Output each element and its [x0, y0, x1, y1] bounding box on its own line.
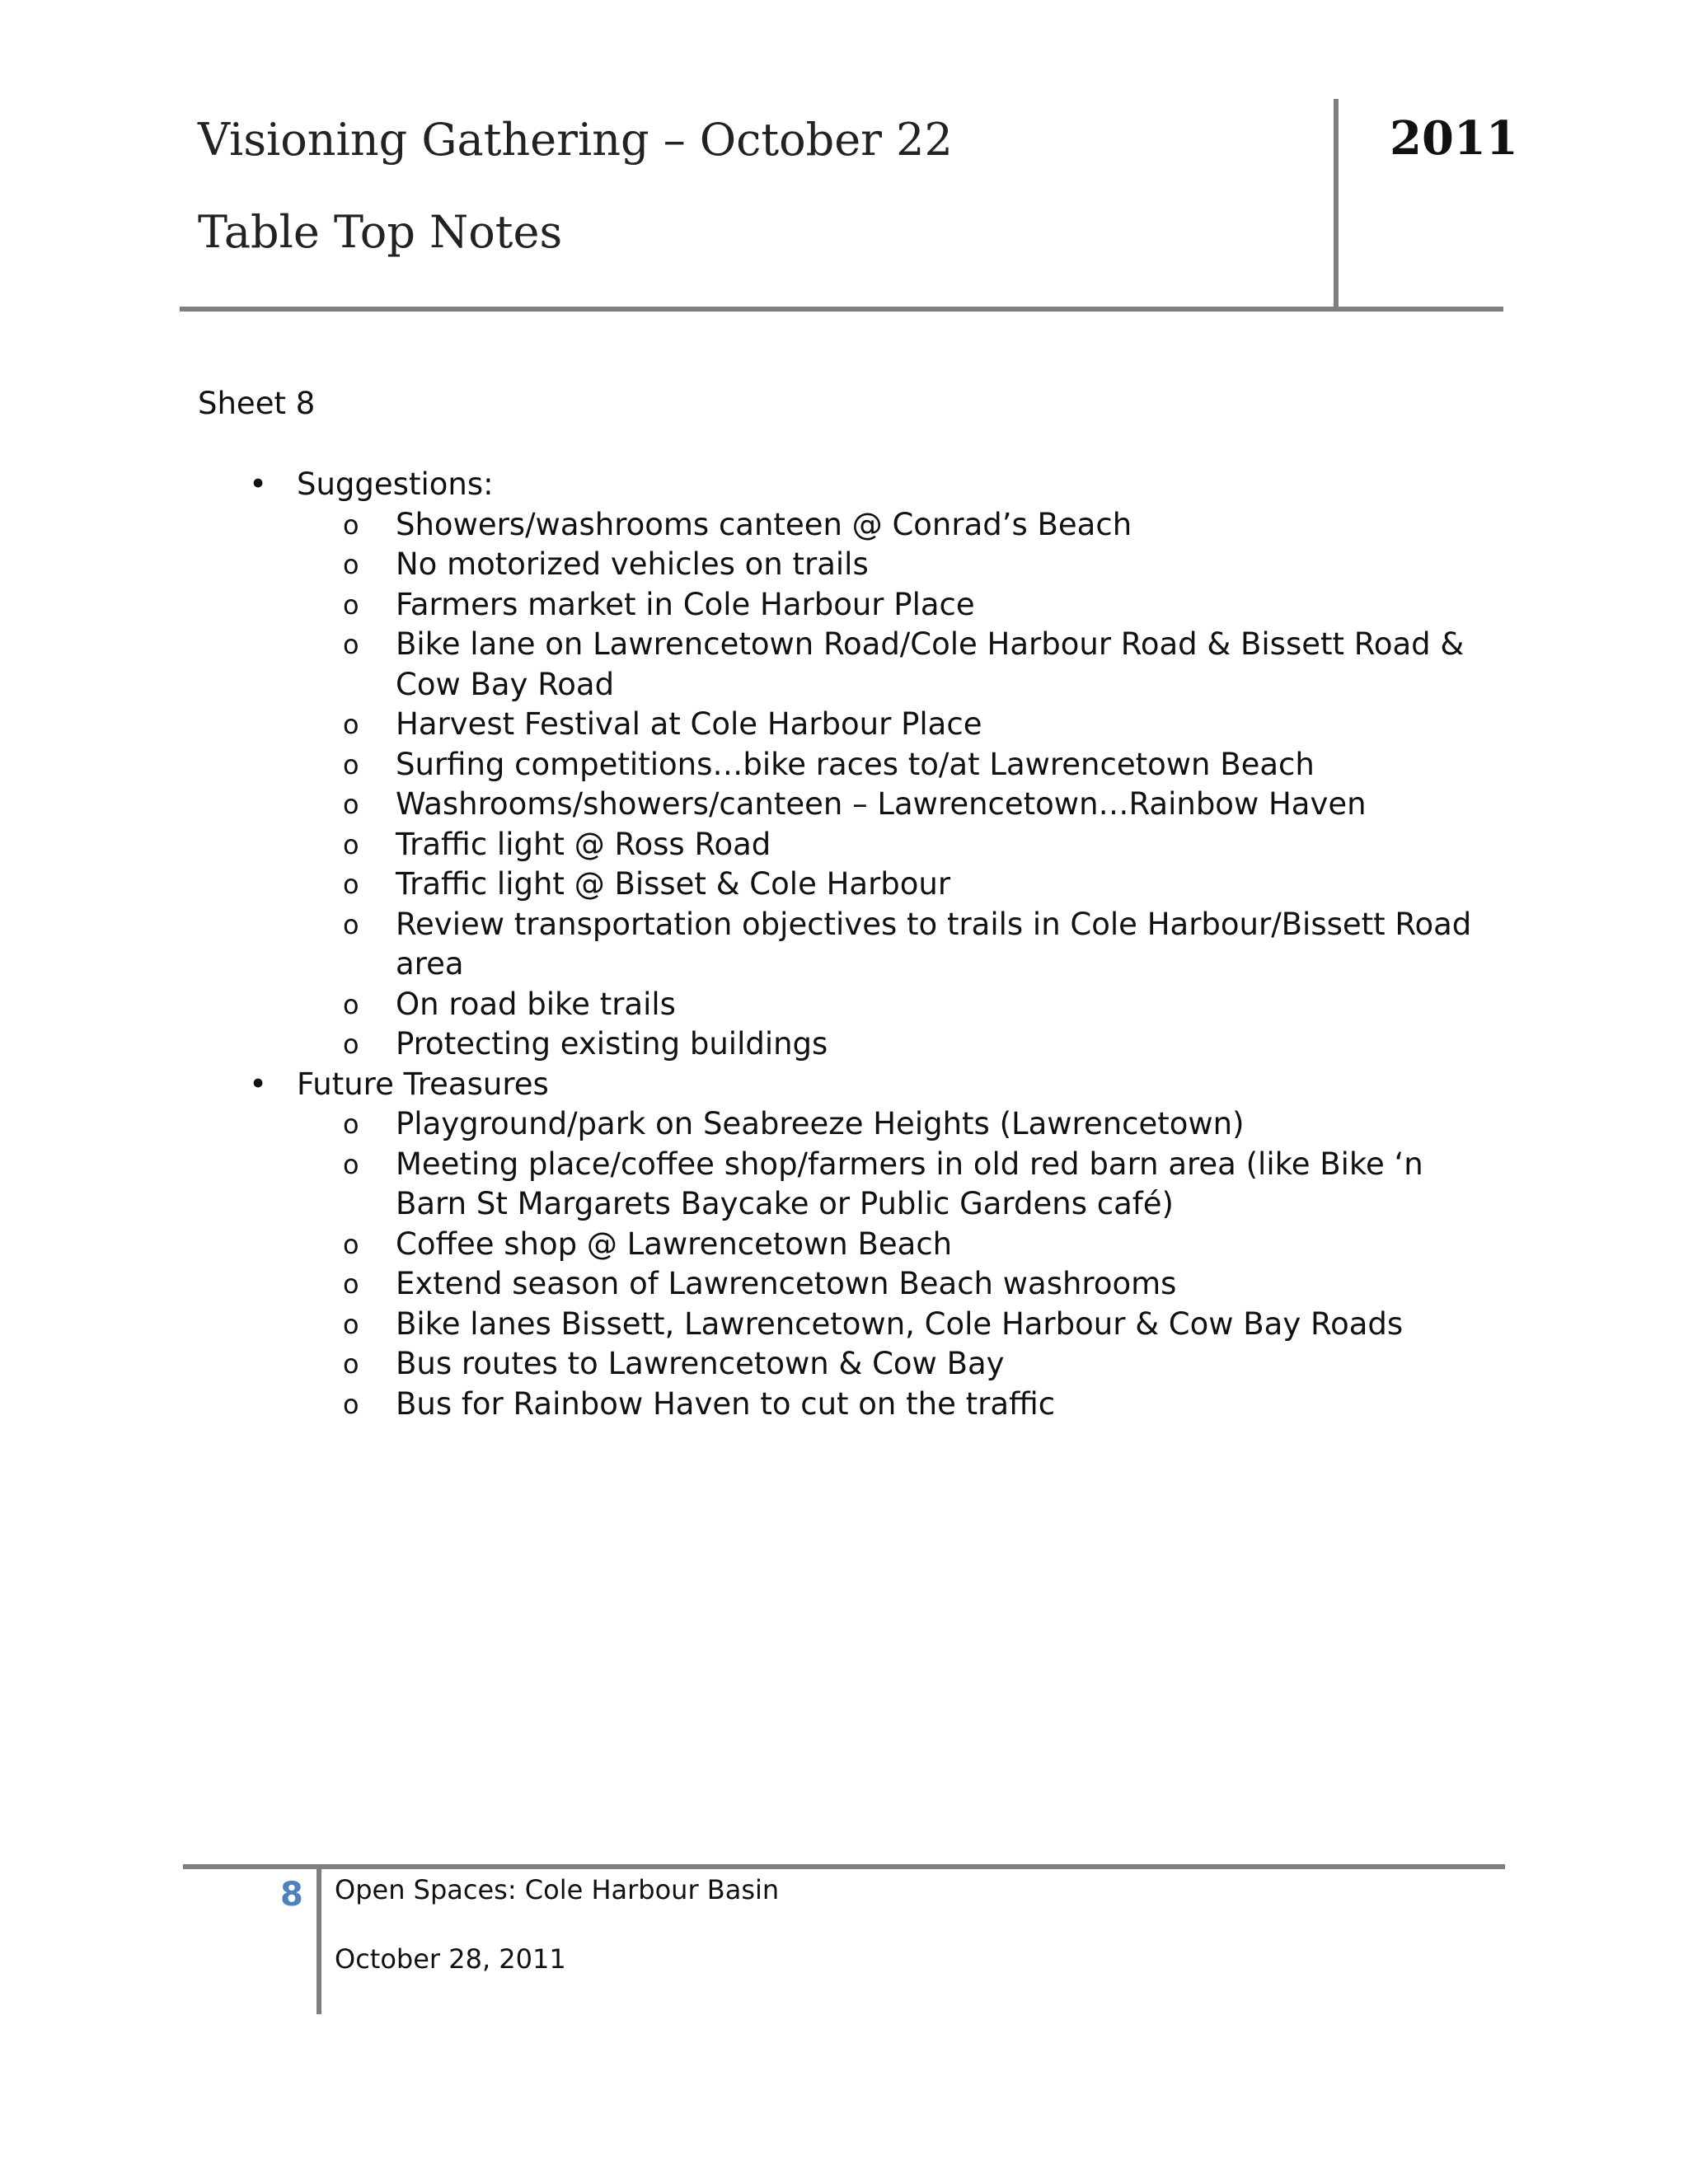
circle-bullet-icon: o: [343, 1388, 359, 1420]
list-item-text: Harvest Festival at Cole Harbour Place: [396, 706, 982, 742]
circle-bullet-icon: o: [343, 1029, 359, 1060]
page-number: 8: [280, 1876, 303, 1914]
list-item: [239, 1024, 1475, 1065]
list-item: [239, 745, 1475, 785]
footer-date: October 28, 2011: [335, 1943, 566, 1975]
section-heading: Future Treasures: [297, 1066, 549, 1102]
list-item-text: Playground/park on Seabreeze Heights (Lawrencetown): [396, 1106, 1245, 1141]
list-item-text: Meeting place/coffee shop/farmers in old red barn area (like Bike ‘n Barn St Margarets Baycake or Public Gardens café): [396, 1146, 1423, 1221]
bullet-icon: •: [249, 466, 267, 502]
footer-horizontal-rule: [183, 1864, 1505, 1869]
list-item-text: No motorized vehicles on trails: [396, 546, 869, 582]
circle-bullet-icon: o: [343, 828, 359, 860]
circle-bullet-icon: o: [343, 1308, 359, 1340]
list-item-text: Traffic light @ Bisset & Cole Harbour: [396, 866, 951, 902]
header-title: Visioning Gathering – October 22: [198, 114, 953, 166]
list-item-text: Bus for Rainbow Haven to cut on the traffic: [396, 1385, 1056, 1422]
list-item: [239, 1145, 1475, 1225]
list-item-text: Bus routes to Lawrencetown & Cow Bay: [396, 1346, 1005, 1381]
circle-bullet-icon: o: [343, 988, 359, 1020]
list-item-text: Protecting existing buildings: [396, 1026, 828, 1062]
header-year: 2011: [1390, 111, 1518, 166]
circle-bullet-icon: o: [343, 789, 359, 820]
sheet-label: Sheet 8: [198, 386, 316, 421]
list-item-text: Showers/washrooms canteen @ Conrad’s Beach: [396, 506, 1132, 542]
list-item-text: Coffee shop @ Lawrencetown Beach: [396, 1226, 953, 1262]
list-item-text: Surfing competitions…bike races to/at Lawrencetown Beach: [396, 746, 1315, 782]
circle-bullet-icon: o: [343, 1148, 359, 1180]
list-item: [239, 705, 1475, 745]
footer-vertical-rule: [316, 1866, 321, 2014]
list-item: [239, 585, 1475, 626]
list-item: [239, 1344, 1475, 1385]
header-vertical-rule: [1334, 99, 1339, 312]
bullet-icon: •: [249, 1066, 267, 1102]
list-item-text: Bike lane on Lawrencetown Road/Cole Harbour Road & Bissett Road & Cow Bay Road: [396, 626, 1465, 702]
header-subtitle: Table Top Notes: [198, 206, 563, 258]
circle-bullet-icon: o: [343, 588, 359, 621]
list-item: [239, 985, 1475, 1025]
section-future-treasures: [239, 1065, 1475, 1105]
footer-document-title: Open Spaces: Cole Harbour Basin: [335, 1874, 780, 1905]
circle-bullet-icon: o: [343, 629, 359, 660]
list-item-text: Washrooms/showers/canteen – Lawrencetown…Rainbow Haven: [396, 786, 1367, 822]
list-item: [239, 545, 1475, 585]
list-item: [239, 1104, 1475, 1145]
suggestions-list: [239, 505, 1475, 1065]
circle-bullet-icon: o: [343, 1348, 359, 1380]
circle-bullet-icon: o: [343, 1108, 359, 1140]
circle-bullet-icon: o: [343, 709, 359, 740]
circle-bullet-icon: o: [343, 509, 359, 541]
list-item-text: On road bike trails: [396, 986, 676, 1022]
list-item-text: Extend season of Lawrencetown Beach washrooms: [396, 1266, 1177, 1301]
list-item-text: Farmers market in Cole Harbour Place: [396, 586, 975, 622]
list-item: [239, 825, 1475, 865]
list-item: [239, 1225, 1475, 1265]
circle-bullet-icon: o: [343, 869, 359, 900]
list-item: [239, 865, 1475, 905]
section-suggestions: [239, 465, 1475, 505]
list-item-text: Bike lanes Bissett, Lawrencetown, Cole Harbour & Cow Bay Roads: [396, 1305, 1404, 1342]
list-item: [239, 1385, 1475, 1425]
circle-bullet-icon: o: [343, 1268, 359, 1300]
section-heading: Suggestions:: [297, 466, 494, 502]
list-item-text: Review transportation objectives to trails in Cole Harbour/Bissett Road area: [396, 906, 1472, 982]
circle-bullet-icon: o: [343, 1228, 359, 1260]
header-horizontal-rule: [180, 307, 1503, 312]
list-item: [239, 1264, 1475, 1305]
list-item-text: Traffic light @ Ross Road: [396, 826, 771, 862]
list-item: [239, 785, 1475, 825]
list-item: [239, 905, 1475, 985]
list-item: [239, 505, 1475, 546]
notes-outline: [239, 465, 1475, 1424]
circle-bullet-icon: o: [343, 549, 359, 580]
circle-bullet-icon: o: [343, 908, 359, 940]
future-treasures-list: [239, 1104, 1475, 1424]
list-item: [239, 1305, 1475, 1345]
circle-bullet-icon: o: [343, 748, 359, 780]
list-item: [239, 625, 1475, 705]
